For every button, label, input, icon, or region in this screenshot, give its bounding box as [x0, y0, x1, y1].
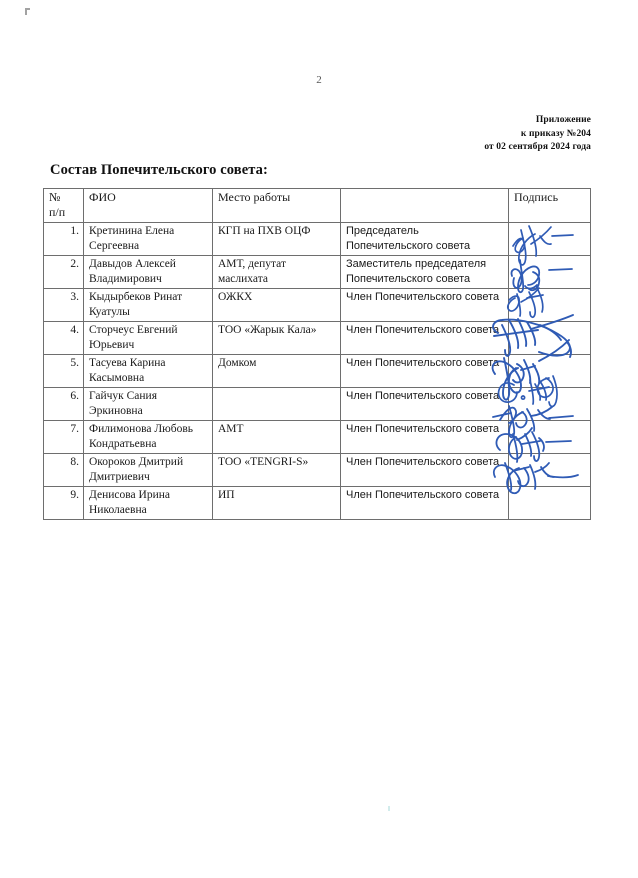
appendix-line-3: от 02 сентября 2024 года	[484, 142, 591, 152]
cell-workplace: АМТ	[213, 421, 341, 454]
table-row	[44, 256, 591, 289]
council-table	[43, 188, 591, 520]
cell-number: 4.	[44, 322, 84, 355]
table-row	[44, 289, 591, 322]
column-header-full-name: ФИО	[84, 189, 213, 223]
cell-full-name: Тасуева Карина Касымовна	[84, 355, 213, 388]
cell-role: Заместитель председателя Попечительского совета	[341, 256, 509, 289]
cell-number: 1.	[44, 223, 84, 256]
cell-number: 2.	[44, 256, 84, 289]
table-row	[44, 322, 591, 355]
cell-full-name: Кыдырбеков Ринат Куатулы	[84, 289, 213, 322]
cell-signature	[509, 388, 591, 421]
cell-role: Член Попечительского совета	[341, 355, 509, 388]
cell-number: 7.	[44, 421, 84, 454]
cell-signature	[509, 355, 591, 388]
cell-signature	[509, 421, 591, 454]
scan-artifact-icon	[25, 8, 30, 15]
column-header-role	[341, 189, 509, 223]
cell-signature	[509, 322, 591, 355]
cell-number: 3.	[44, 289, 84, 322]
cell-full-name: Давыдов Алексей Владимирович	[84, 256, 213, 289]
page-number: 2	[316, 74, 322, 86]
cell-full-name: Окороков Дмитрий Дмитриевич	[84, 454, 213, 487]
appendix-line-1: Приложение	[535, 115, 591, 125]
table-row	[44, 421, 591, 454]
cell-signature	[509, 223, 591, 256]
cell-full-name: Филимонова Любовь Кондратьевна	[84, 421, 213, 454]
table-row	[44, 355, 591, 388]
cell-workplace: АМТ, депутат маслихата	[213, 256, 341, 289]
cell-full-name: Гайчук Сания Эркиновна	[84, 388, 213, 421]
cell-workplace: ТОО «TENGRI-S»	[213, 454, 341, 487]
cell-role: Член Попечительского совета	[341, 322, 509, 355]
table-row	[44, 454, 591, 487]
column-header-signature: Подпись	[509, 189, 591, 223]
cell-workplace: Домком	[213, 355, 341, 388]
cell-signature	[509, 454, 591, 487]
table-header-row	[44, 189, 591, 223]
council-table-container	[43, 188, 590, 520]
cell-full-name: Денисова Ирина Николаевна	[84, 487, 213, 520]
column-header-workplace: Место работы	[213, 189, 341, 223]
column-header-number-line2: п/п	[49, 205, 66, 219]
cell-signature	[509, 256, 591, 289]
appendix-line-2: к приказу №204	[520, 128, 591, 139]
column-header-number	[44, 189, 84, 223]
cell-workplace	[213, 388, 341, 421]
cell-number: 5.	[44, 355, 84, 388]
cell-role: Член Попечительского совета	[341, 454, 509, 487]
cell-role: Член Попечительского совета	[341, 487, 509, 520]
scan-speck-icon	[388, 806, 390, 811]
cell-role: Член Попечительского совета	[341, 421, 509, 454]
page-title: Состав Попечительского совета:	[50, 162, 268, 178]
appendix-block	[484, 114, 591, 155]
cell-role: Член Попечительского совета	[341, 388, 509, 421]
cell-number: 8.	[44, 454, 84, 487]
cell-workplace: ОЖКХ	[213, 289, 341, 322]
cell-number: 6.	[44, 388, 84, 421]
cell-full-name: Кретинина Елена Сергеевна	[84, 223, 213, 256]
cell-role: Член Попечительского совета	[341, 289, 509, 322]
cell-workplace: КГП на ПХВ ОЦФ	[213, 223, 341, 256]
table-body	[44, 223, 591, 520]
cell-number: 9.	[44, 487, 84, 520]
cell-signature	[509, 487, 591, 520]
cell-full-name: Сторчеус Евгений Юрьевич	[84, 322, 213, 355]
cell-workplace: ТОО «Жарык Кала»	[213, 322, 341, 355]
cell-signature	[509, 289, 591, 322]
table-row	[44, 223, 591, 256]
cell-workplace: ИП	[213, 487, 341, 520]
table-row	[44, 487, 591, 520]
table-row	[44, 388, 591, 421]
cell-role: Председатель Попечительского совета	[341, 223, 509, 256]
column-header-number-line1: №	[49, 190, 61, 204]
table-header	[44, 189, 591, 223]
